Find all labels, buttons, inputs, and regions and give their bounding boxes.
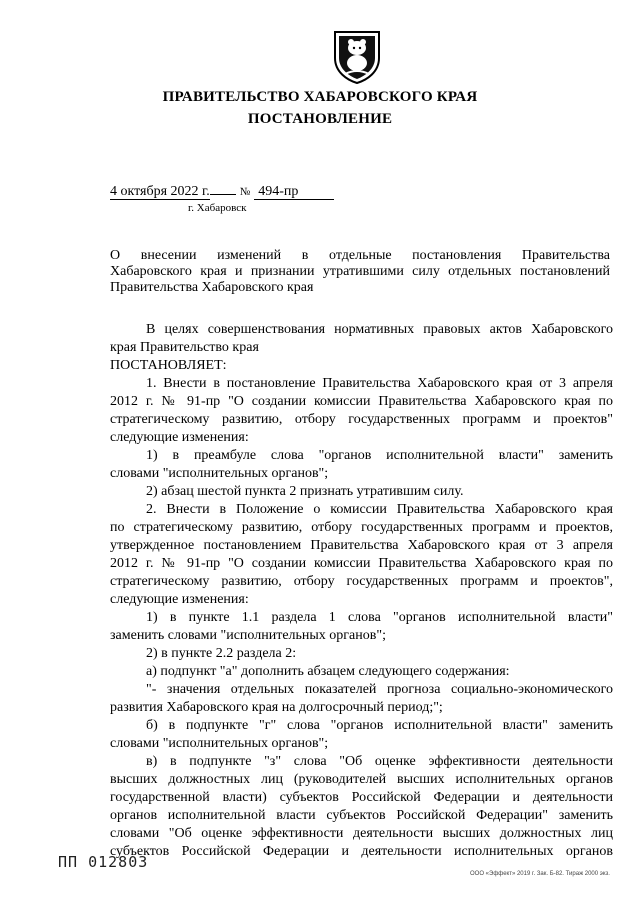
- body-line: 2. Внести в Положение о комиссии Правительства Хабаровского края: [146, 502, 613, 517]
- body-line: по стратегическому развитию, отбору государственных программ и проектов,: [110, 520, 613, 535]
- coat-of-arms-icon: [331, 28, 383, 84]
- organization-title: ПРАВИТЕЛЬСТВО ХАБАРОВСКОГО КРАЯ: [162, 89, 478, 105]
- subject-line: О внесении изменений в отдельные постановления Правительства: [110, 248, 610, 263]
- body-line: б) в подпункте "г" слова "органов исполнительной власти" заменить: [146, 718, 613, 733]
- body-line: словами "Об оценке эффективности деятельности высших должностных лиц: [110, 826, 613, 841]
- body-line: словами "исполнительных органов";: [110, 466, 329, 481]
- body-line: в) в подпункте "з" слова "Об оценке эффективности деятельности: [146, 754, 613, 769]
- body-line: В целях совершенствования нормативных правовых актов Хабаровского: [146, 322, 613, 337]
- document-subject: [110, 248, 610, 296]
- blank-line: [210, 194, 236, 195]
- body-line: субъектов Российской Федерации и деятельности исполнительных органов: [110, 844, 613, 859]
- body-line: следующие изменения:: [110, 430, 249, 445]
- document-date: 4 октября 2022 г.: [110, 184, 210, 199]
- body-line: 1) в преамбуле слова "органов исполнительной власти" заменить: [146, 448, 613, 463]
- body-line: 1. Внести в постановление Правительства Хабаровского края от 3 апреля: [146, 376, 613, 391]
- body-line: 2012 г. № 91-пр "О создании комиссии Правительства Хабаровского края по: [110, 556, 613, 571]
- body-line: стратегическому развитию, отбору государственных программ и проектов",: [110, 574, 613, 589]
- body-line: 1) в пункте 1.1 раздела 1 слова "органов исполнительной власти": [146, 610, 613, 625]
- number-sign: №: [239, 186, 251, 198]
- subject-line: Хабаровского края и признании утратившими силу отдельных постановлений: [110, 264, 610, 279]
- body-line: утвержденное постановлением Правительства Хабаровского края от 3 апреля: [110, 538, 613, 553]
- body-line: словами "исполнительных органов";: [110, 736, 329, 751]
- document-city: г. Хабаровск: [188, 202, 247, 214]
- body-line: 2) абзац шестой пункта 2 признать утратившим силу.: [146, 484, 464, 499]
- body-line: ПОСТАНОВЛЯЕТ:: [110, 358, 227, 373]
- body-line: стратегическому развитию, отбору государственных программ и проектов": [110, 412, 613, 427]
- subject-line: Правительства Хабаровского края: [110, 280, 314, 295]
- document-type: ПОСТАНОВЛЕНИЕ: [247, 111, 393, 127]
- document-number: 494-пр: [254, 184, 334, 200]
- body-line: края Правительство края: [110, 340, 259, 355]
- body-line: "- значения отдельных показателей прогноза социально-экономического: [146, 682, 613, 697]
- body-line: высших должностных лиц (руководителей высших исполнительных органов: [110, 772, 613, 787]
- document-date-number: [110, 184, 334, 200]
- body-line: заменить словами "исполнительных органов";: [110, 628, 386, 643]
- printer-imprint: ООО «Эффект» 2019 г. Зак. Б-82. Тираж 2000 экз.: [470, 871, 610, 877]
- body-line: 2) в пункте 2.2 раздела 2:: [146, 646, 297, 661]
- body-line: государственной власти) субъектов Российской Федерации и деятельности: [110, 790, 613, 805]
- body-line: а) подпункт "а" дополнить абзацем следующего содержания:: [146, 664, 510, 679]
- body-line: следующие изменения:: [110, 592, 249, 607]
- body-line: 2012 г. № 91-пр "О создании комиссии Правительства Хабаровского края по: [110, 394, 613, 409]
- serial-number: ПП 012803: [58, 853, 149, 871]
- body-line: развития Хабаровского края на долгосрочный период;";: [110, 700, 443, 715]
- body-line: органов исполнительной власти субъектов Российской Федерации" заменить: [110, 808, 613, 823]
- document-body: [110, 321, 613, 861]
